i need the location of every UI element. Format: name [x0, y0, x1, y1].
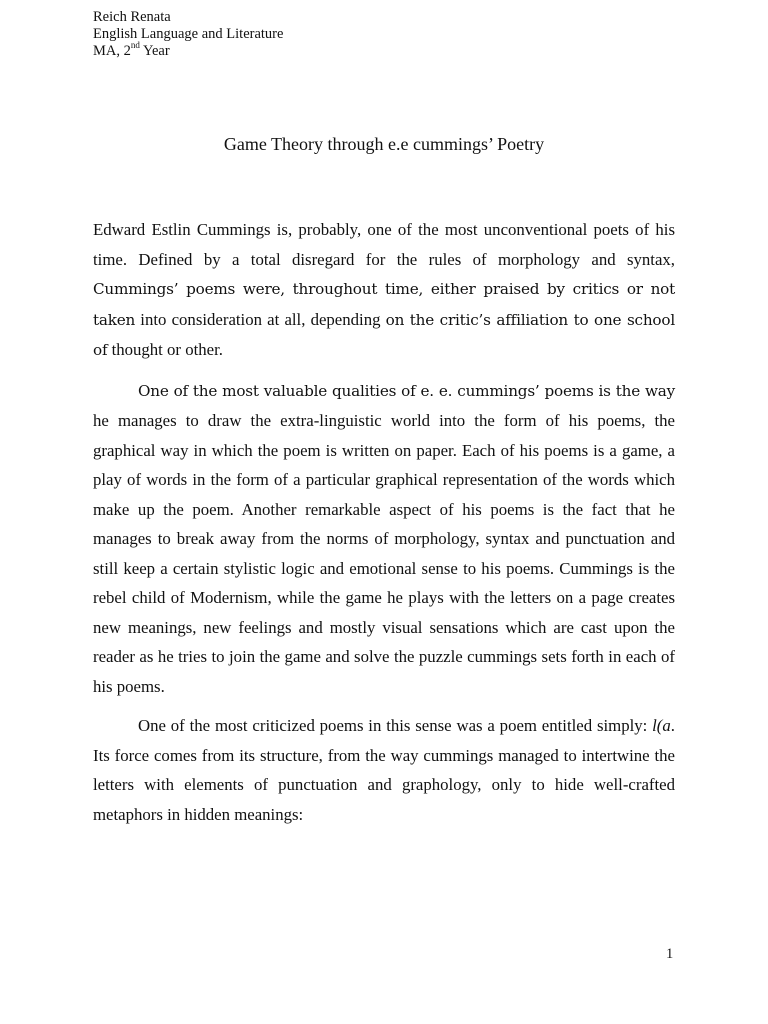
- department-line: English Language and Literature: [93, 26, 284, 42]
- year-suffix: Year: [139, 43, 170, 59]
- poem-title-italic: l(a: [652, 716, 671, 735]
- document-body: [93, 215, 675, 839]
- paragraph-2-text-a: One of the most valuable qualities of e. e. cummings’ poems is the way: [138, 381, 675, 400]
- paragraph-3-text-b: . Its force comes from its structure, from the way cummings managed to intertwine the letters with elements of punctuation and graphology, only to hide well-crafted metaphors in hidden meanings:: [93, 716, 675, 824]
- paragraph-1-text-e: thought or other.: [107, 340, 223, 359]
- paragraph-1-text-b: Cummings’ poems were, throughout time, either praised by critics or not taken: [93, 280, 675, 329]
- page-number: 1: [666, 946, 674, 962]
- paragraph-1: [93, 215, 675, 366]
- year-prefix: MA, 2: [93, 43, 131, 59]
- paragraph-1-text-c: into consideration at all, depending: [135, 309, 386, 329]
- paragraph-3-text-a: One of the most criticized poems in this sense was a poem entitled simply:: [138, 716, 653, 735]
- paragraph-3: [93, 711, 675, 829]
- document-title: Game Theory through e.e cummings’ Poetry: [223, 134, 545, 154]
- paragraph-2: [93, 376, 675, 702]
- author-name: Reich Renata: [93, 9, 171, 25]
- paragraph-1-text-a: Edward Estlin Cummings is, probably, one of the most unconventional poets of his time. Defined by a total disregard for the rules of morphology and syntax,: [93, 220, 675, 269]
- year-superscript: nd: [130, 40, 140, 51]
- paragraph-2-text-b: he manages to draw the extra-linguistic world into the form of his poems, the graphical way in which the poem is written on paper. Each of his poems is a game, a play of words in the form of a particular graphical representation of the words which make up the poem. Another remarkable aspect of his poems is the fact that he manages to break away from the norms of morphology, syntax and punctuation and still keep a certain stylistic logic and emotional sense to his poems. Cummings is the rebel child of Modernism, while the game he plays with the letters on a page creates new meanings, new feelings and mostly visual sensations which are cast upon the reader as he tries to join the game and solve the puzzle cummings sets forth in each of his poems.: [93, 411, 675, 696]
- year-line: [93, 40, 283, 60]
- paragraph-1-text-d: on the critic’s affiliation to one school of: [93, 310, 675, 359]
- author-header: [93, 9, 283, 60]
